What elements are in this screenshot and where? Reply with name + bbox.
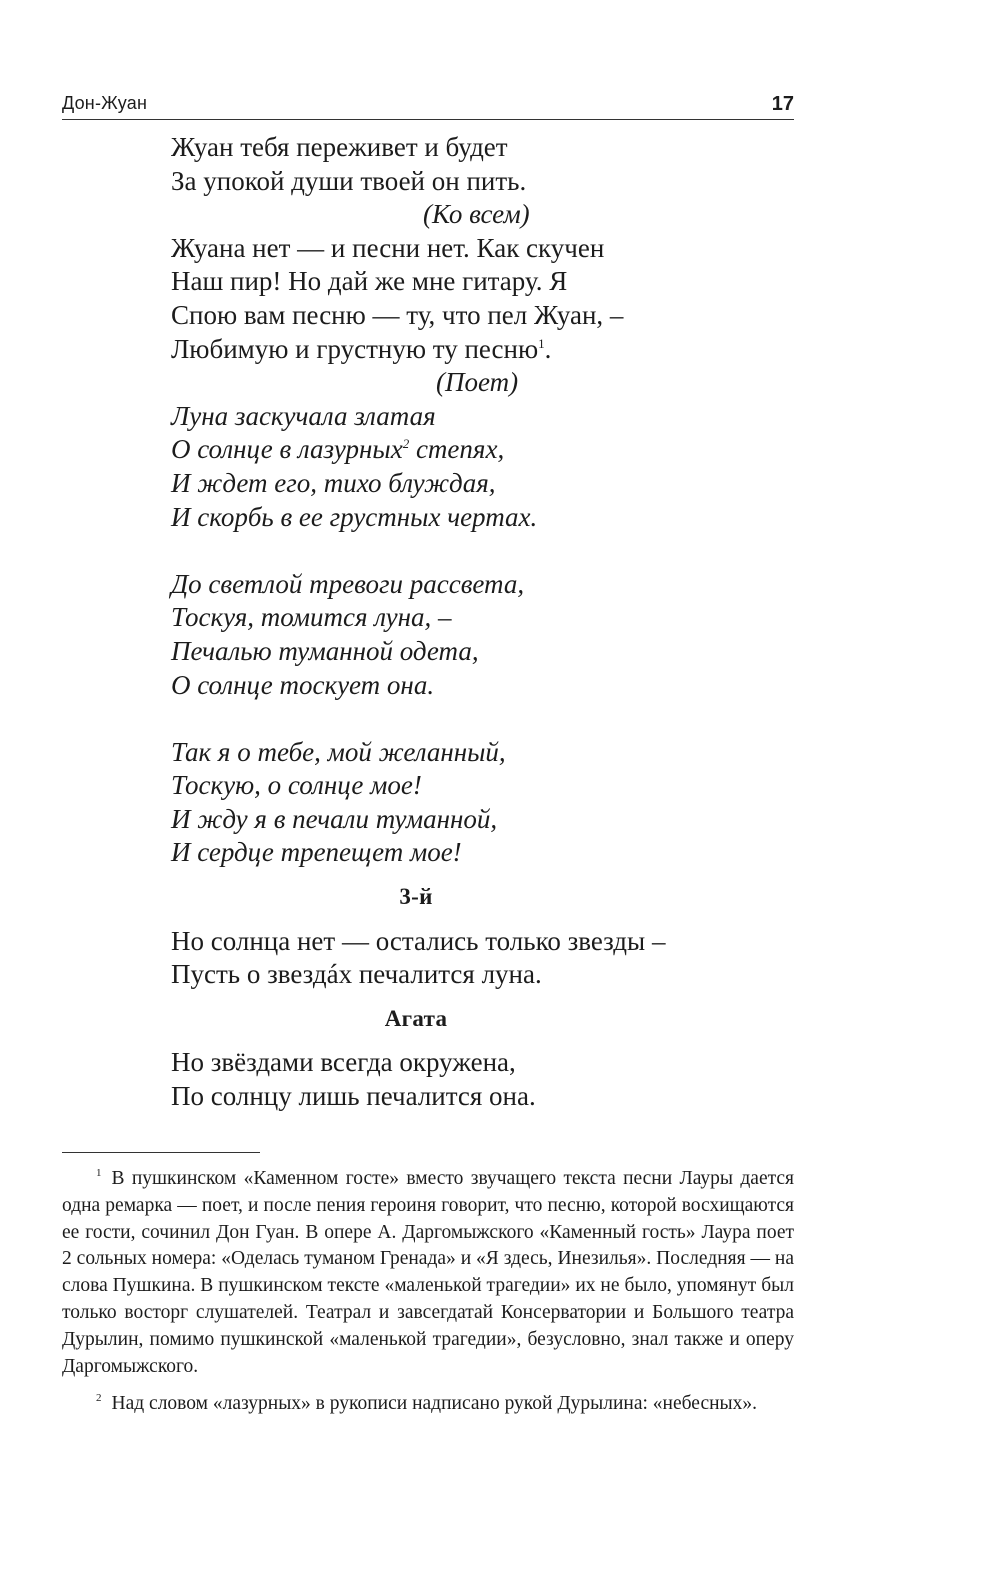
verse-text: Любимую и грустную ту песню (171, 333, 539, 364)
song-text: О солнце в лазурных (171, 434, 403, 465)
song-text: степях, (409, 434, 505, 465)
verse-line: Но солнца нет — остались только звезды – (171, 925, 666, 956)
stanza-break (171, 534, 771, 568)
song-line: И ждет его, тихо блуждая, (171, 467, 496, 498)
song-line: И сердце трепещет мое! (171, 837, 462, 868)
song-line: Тоскуя, томится луна, – (171, 602, 452, 633)
verse-body (171, 131, 771, 1114)
footnote-mark: 2 (96, 1392, 102, 1405)
song-line: Тоскую, о солнце мое! (171, 770, 422, 801)
verse-line: Жуана нет — и песни нет. Как скучен (171, 232, 605, 263)
speaker-name: Агата (384, 1005, 448, 1031)
song-line: До светлой тревоги рассвета, (171, 568, 525, 599)
song-line: Так я о тебе, мой желанный, (171, 736, 506, 767)
footnote-text: Над словом «лазурных» в рукописи надписано рукой Дурылина: «небесных». (111, 1393, 758, 1415)
verse-line: Пусть о звездáх печалится луна. (171, 959, 542, 990)
verse-line: Наш пир! Но дай же мне гитару. Я (171, 266, 568, 297)
song-line: И скорбь в ее грустных чертах. (171, 501, 538, 532)
song-line: И жду я в печали туманной, (171, 803, 498, 834)
footnote-ref[interactable]: 1 (538, 335, 545, 351)
running-header (62, 87, 794, 120)
verse-line (171, 333, 771, 367)
song-line (171, 433, 771, 467)
speaker-name: 3-й (399, 884, 433, 910)
verse-line: По солнцу лишь печалится она. (171, 1081, 536, 1112)
song-line: Печалью туманной одета, (171, 635, 479, 666)
verse-line: Спою вам песню — ту, что пел Жуан, – (171, 299, 624, 330)
footnote-text: В пушкинском «Каменном госте» вместо звучащего текста песни Лауры дается одна ремарка — поет, и после пения героиня говорит, что песню, которой восхищаются ее гости, сочинил Дон Гуан. В опере А. Даргомыжского «Каменный гость» Лаура поет 2 сольных номера: «Оделась туманом Гренада» и «Я здесь, Инезилья». Последняя — на слова Пушкина. В пушкинском тексте «маленькой трагедии» их не было, упомянут был только восторг слушателей. Театрал и завсегдатай Консерватории и Большого театра Дурылин, помимо пушкинской «маленькой трагедии», безусловно, знал также и оперу Даргомыжского. (62, 1168, 794, 1377)
footnote (62, 1160, 794, 1380)
footnote (62, 1385, 794, 1418)
stanza-break (171, 702, 771, 736)
verse-line: За упокой души твоей он пить. (171, 165, 527, 196)
stage-direction: (Ко всем) (423, 199, 530, 230)
song-line: О солнце тоскует она. (171, 669, 435, 700)
verse-line: Но звёздами всегда окружена, (171, 1047, 516, 1078)
song-line: Луна заскучала златая (171, 400, 436, 431)
footnotes (62, 1160, 794, 1423)
footnote-mark: 1 (96, 1167, 102, 1179)
verse-punct: . (544, 333, 552, 364)
footnote-separator (62, 1152, 260, 1153)
footnote-ref[interactable]: 2 (402, 436, 410, 452)
running-title: Дон-Жуан (62, 93, 148, 113)
stage-direction: (Поет) (436, 367, 519, 398)
verse-line: Жуан тебя переживет и будет (171, 132, 508, 162)
page-number: 17 (771, 93, 794, 115)
